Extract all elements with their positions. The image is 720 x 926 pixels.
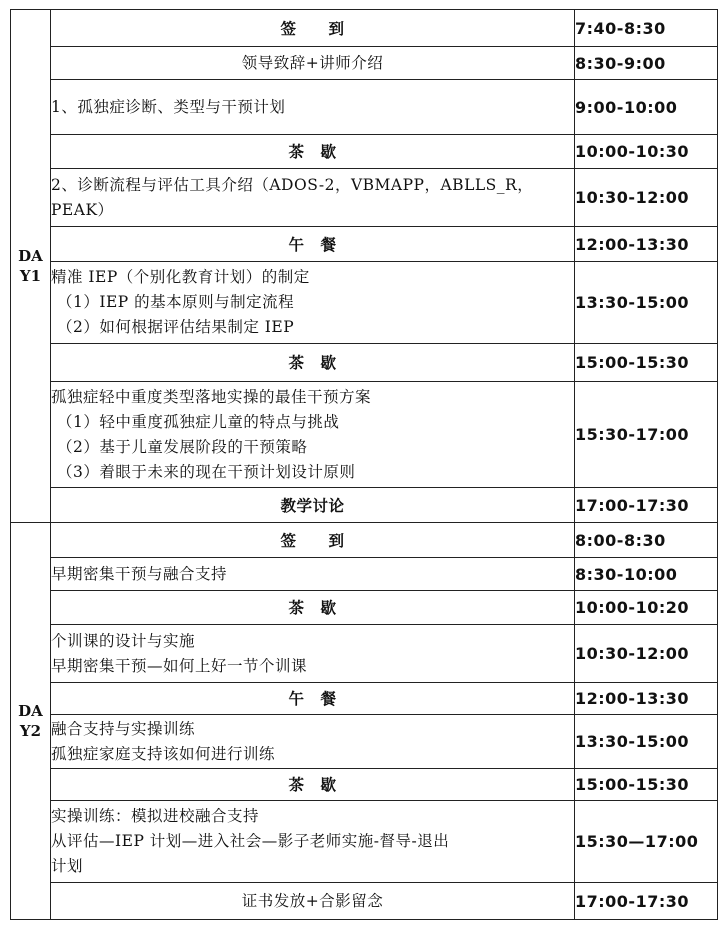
activity-line: （1）IEP 的基本原则与制定流程 [57,293,295,311]
table-row [11,135,718,169]
day-label-part: DA [18,247,43,265]
table-row [11,591,718,625]
table-row [11,344,718,382]
activity-line: （2）如何根据评估结果制定 IEP [57,318,295,336]
time-cell: 7:40-8:30 [575,10,718,47]
activity-cell [51,382,575,488]
activity-cell: 午 餐 [51,227,575,262]
day-label [11,10,51,523]
activity-cell: 茶 歇 [51,591,575,625]
schedule-table [10,9,718,920]
activity-cell: 教学讨论 [51,488,575,523]
time-cell: 10:00-10:20 [575,591,718,625]
time-cell: 8:00-8:30 [575,523,718,558]
activity-cell [51,80,575,135]
activity-cell: 午 餐 [51,683,575,715]
table-row [11,769,718,801]
table-row [11,227,718,262]
time-cell: 9:00-10:00 [575,80,718,135]
activity-cell: 签 到 [51,523,575,558]
day-label-part: DA [18,702,43,720]
activity-line: PEAK） [51,200,114,219]
activity-cell: 早期密集干预与融合支持 [51,558,575,591]
time-cell: 10:30-12:00 [575,625,718,683]
activity-line: （2）基于儿童发展阶段的干预策略 [57,437,308,456]
activity-cell [51,715,575,769]
table-row [11,80,718,135]
activity-cell [51,262,575,344]
table-row [11,801,718,883]
time-cell: 10:00-10:30 [575,135,718,169]
day-label-part: Y2 [19,722,42,740]
table-row [11,262,718,344]
activity-line: 实操训练：模拟进校融合支持 [51,807,260,825]
table-row [11,883,718,920]
table-row [11,683,718,715]
table-row [11,625,718,683]
table-row [11,558,718,591]
time-cell: 13:30-15:00 [575,715,718,769]
activity-text: 1、孤独症诊断、类型与干预计划 [51,97,286,116]
activity-cell [51,625,575,683]
activity-cell: 证书发放+合影留念 [51,883,575,920]
time-cell: 10:30-12:00 [575,169,718,227]
time-cell: 15:30-17:00 [575,382,718,488]
activity-cell: 茶 歇 [51,135,575,169]
table-row [11,382,718,488]
activity-line: （1）轻中重度孤独症儿童的特点与挑战 [57,412,340,431]
activity-line: 2、诊断流程与评估工具介绍（ADOS-2，VBMAPP，ABLLS_R， [51,175,534,194]
activity-cell: 领导致辞+讲师介绍 [51,47,575,80]
time-cell: 15:30—17:00 [575,801,718,883]
table-row [11,47,718,80]
activity-line: 计划 [51,857,84,875]
time-cell: 17:00-17:30 [575,488,718,523]
activity-line: 孤独症轻中重度类型落地实操的最佳干预方案 [51,387,372,406]
table-row [11,523,718,558]
time-cell: 17:00-17:30 [575,883,718,920]
activity-line: 融合支持与实操训练 [51,719,196,738]
activity-line: （3）着眼于未来的现在干预计划设计原则 [57,462,356,481]
activity-cell: 签 到 [51,10,575,47]
time-cell: 12:00-13:30 [575,227,718,262]
table-row [11,488,718,523]
activity-line: 精准 IEP（个别化教育计划）的制定 [51,268,310,286]
time-cell: 8:30-9:00 [575,47,718,80]
activity-line: 从评估—IEP 计划—进入社会—影子老师实施-督导-退出 [51,832,450,850]
activity-cell: 茶 歇 [51,769,575,801]
table-row [11,169,718,227]
time-cell: 12:00-13:30 [575,683,718,715]
activity-cell [51,169,575,227]
activity-line: 早期密集干预—如何上好一节个训课 [51,656,308,675]
time-cell: 15:00-15:30 [575,344,718,382]
activity-cell [51,801,575,883]
time-cell: 8:30-10:00 [575,558,718,591]
activity-cell: 茶 歇 [51,344,575,382]
time-cell: 15:00-15:30 [575,769,718,801]
activity-line: 个训课的设计与实施 [51,631,196,650]
activity-line: 孤独症家庭支持该如何进行训练 [51,744,276,763]
time-cell: 13:30-15:00 [575,262,718,344]
day-label-part: Y1 [19,267,42,285]
table-row [11,715,718,769]
day-label [11,523,51,920]
table-row [11,10,718,47]
